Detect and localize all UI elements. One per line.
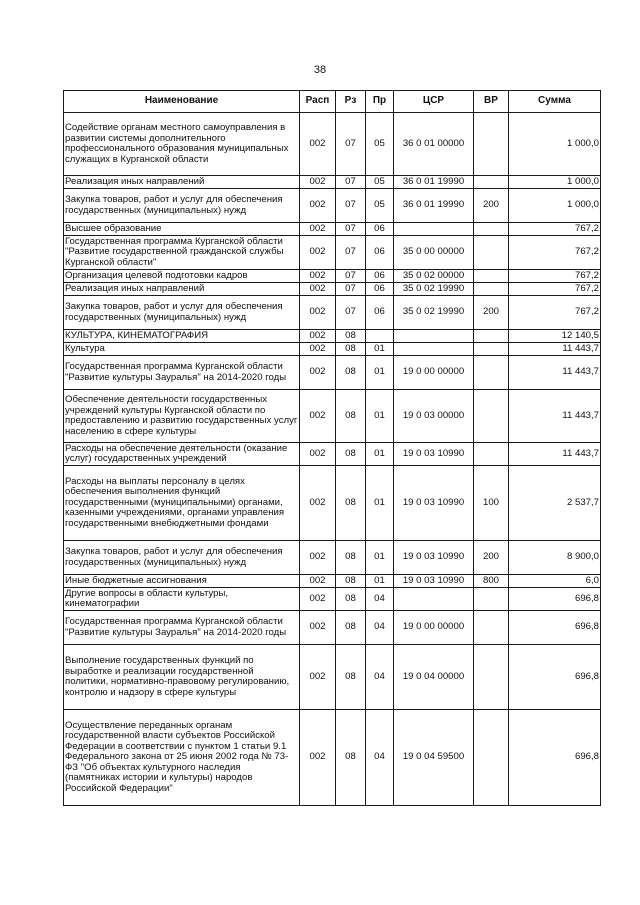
cell-rasp: 002 xyxy=(300,296,336,330)
cell-pr: 06 xyxy=(366,236,394,270)
cell-pr: 05 xyxy=(366,189,394,223)
cell-name: Государственная программа Курганской области "Развитие культуры Зауралья" на 2014-2020 годы xyxy=(64,611,300,645)
cell-rz: 08 xyxy=(336,443,366,466)
cell-vr xyxy=(474,390,509,443)
table-row xyxy=(64,611,601,645)
header-vr: ВР xyxy=(474,91,509,113)
cell-pr: 01 xyxy=(366,356,394,390)
cell-csr: 19 0 00 00000 xyxy=(394,356,474,390)
cell-rz: 08 xyxy=(336,356,366,390)
cell-vr xyxy=(474,236,509,270)
cell-vr xyxy=(474,443,509,466)
cell-csr: 19 0 03 10990 xyxy=(394,541,474,575)
cell-csr: 35 0 02 19990 xyxy=(394,283,474,296)
cell-rz: 08 xyxy=(336,645,366,710)
cell-rz: 07 xyxy=(336,223,366,236)
cell-rz: 08 xyxy=(336,575,366,588)
cell-sum: 767,2 xyxy=(509,283,601,296)
cell-pr: 01 xyxy=(366,343,394,356)
cell-csr: 19 0 03 10990 xyxy=(394,466,474,541)
cell-vr xyxy=(474,270,509,283)
cell-csr xyxy=(394,330,474,343)
cell-rasp: 002 xyxy=(300,176,336,189)
cell-sum: 696,8 xyxy=(509,588,601,611)
cell-sum: 696,8 xyxy=(509,645,601,710)
cell-rasp: 002 xyxy=(300,645,336,710)
cell-rz: 07 xyxy=(336,189,366,223)
cell-rz: 07 xyxy=(336,270,366,283)
table-row xyxy=(64,236,601,270)
header-csr: ЦСР xyxy=(394,91,474,113)
cell-rasp: 002 xyxy=(300,575,336,588)
cell-name: Иные бюджетные ассигнования xyxy=(64,575,300,588)
table-row xyxy=(64,343,601,356)
cell-name: Закупка товаров, работ и услуг для обеспечения государственных (муниципальных) нужд xyxy=(64,541,300,575)
cell-pr: 01 xyxy=(366,390,394,443)
cell-sum: 1 000,0 xyxy=(509,113,601,176)
cell-csr: 19 0 04 00000 xyxy=(394,645,474,710)
cell-rz: 08 xyxy=(336,710,366,806)
cell-csr: 19 0 04 59500 xyxy=(394,710,474,806)
cell-sum: 767,2 xyxy=(509,223,601,236)
cell-rz: 08 xyxy=(336,390,366,443)
cell-csr: 36 0 01 00000 xyxy=(394,113,474,176)
cell-rasp: 002 xyxy=(300,236,336,270)
cell-vr: 800 xyxy=(474,575,509,588)
cell-rasp: 002 xyxy=(300,223,336,236)
cell-sum: 11 443,7 xyxy=(509,343,601,356)
cell-vr xyxy=(474,223,509,236)
cell-name: Закупка товаров, работ и услуг для обеспечения государственных (муниципальных) нужд xyxy=(64,296,300,330)
table-row xyxy=(64,176,601,189)
cell-sum: 6,0 xyxy=(509,575,601,588)
cell-name: Высшее образование xyxy=(64,223,300,236)
cell-sum: 1 000,0 xyxy=(509,176,601,189)
cell-vr: 200 xyxy=(474,189,509,223)
table-row xyxy=(64,330,601,343)
cell-pr: 01 xyxy=(366,443,394,466)
table-row xyxy=(64,296,601,330)
cell-sum: 11 443,7 xyxy=(509,356,601,390)
cell-pr: 06 xyxy=(366,270,394,283)
cell-name: Государственная программа Курганской области "Развитие культуры Зауралья" на 2014-2020 годы xyxy=(64,356,300,390)
table-header-row xyxy=(64,91,601,113)
cell-rz: 08 xyxy=(336,466,366,541)
cell-name: Обеспечение деятельности государственных учреждений культуры Курганской области по предоставлению и развитию государственных услуг населению в сфере культуры xyxy=(64,390,300,443)
cell-vr: 100 xyxy=(474,466,509,541)
cell-name: Другие вопросы в области культуры, кинематографии xyxy=(64,588,300,611)
cell-vr xyxy=(474,356,509,390)
cell-vr xyxy=(474,645,509,710)
cell-pr xyxy=(366,330,394,343)
cell-vr xyxy=(474,710,509,806)
cell-name: Осуществление переданных органам государственной власти субъектов Российской Федерации в соответствии с пунктом 1 статьи 9.1 Федерального закона от 25 июня 2002 года № 73-ФЗ "Об объектах культурного наследия (памятниках истории и культуры) народов Российской Федерации" xyxy=(64,710,300,806)
cell-sum: 11 443,7 xyxy=(509,390,601,443)
cell-sum: 767,2 xyxy=(509,296,601,330)
cell-rz: 08 xyxy=(336,588,366,611)
cell-pr: 01 xyxy=(366,575,394,588)
cell-sum: 8 900,0 xyxy=(509,541,601,575)
cell-csr xyxy=(394,588,474,611)
header-sum: Сумма xyxy=(509,91,601,113)
cell-pr: 06 xyxy=(366,223,394,236)
header-pr: Пр xyxy=(366,91,394,113)
table-row xyxy=(64,356,601,390)
cell-csr: 36 0 01 19990 xyxy=(394,176,474,189)
page-number: 38 xyxy=(313,64,327,76)
cell-pr: 05 xyxy=(366,176,394,189)
cell-csr xyxy=(394,343,474,356)
cell-pr: 04 xyxy=(366,710,394,806)
cell-rasp: 002 xyxy=(300,541,336,575)
cell-name: Содействие органам местного самоуправления в развитии системы дополнительного профессионального образования муниципальных служащих в Курганской области xyxy=(64,113,300,176)
cell-csr: 19 0 03 10990 xyxy=(394,443,474,466)
cell-vr xyxy=(474,588,509,611)
header-rasp: Расп xyxy=(300,91,336,113)
cell-rz: 07 xyxy=(336,176,366,189)
cell-rasp: 002 xyxy=(300,466,336,541)
cell-csr xyxy=(394,223,474,236)
cell-pr: 01 xyxy=(366,541,394,575)
cell-name: Государственная программа Курганской области "Развитие государственной гражданской службы Курганской области" xyxy=(64,236,300,270)
cell-name: Реализация иных направлений xyxy=(64,283,300,296)
cell-vr xyxy=(474,176,509,189)
budget-table xyxy=(63,90,601,806)
cell-rz: 07 xyxy=(336,236,366,270)
cell-rasp: 002 xyxy=(300,270,336,283)
cell-csr: 35 0 00 00000 xyxy=(394,236,474,270)
table-row xyxy=(64,575,601,588)
cell-name: Организация целевой подготовки кадров xyxy=(64,270,300,283)
cell-csr: 36 0 01 19990 xyxy=(394,189,474,223)
cell-rasp: 002 xyxy=(300,113,336,176)
cell-rasp: 002 xyxy=(300,443,336,466)
table-row xyxy=(64,710,601,806)
cell-rasp: 002 xyxy=(300,356,336,390)
cell-rz: 07 xyxy=(336,296,366,330)
cell-pr: 01 xyxy=(366,466,394,541)
cell-pr: 06 xyxy=(366,283,394,296)
cell-sum: 696,8 xyxy=(509,710,601,806)
cell-rasp: 002 xyxy=(300,390,336,443)
cell-vr: 200 xyxy=(474,296,509,330)
cell-csr: 19 0 00 00000 xyxy=(394,611,474,645)
cell-rasp: 002 xyxy=(300,710,336,806)
table-row xyxy=(64,588,601,611)
header-name: Наименование xyxy=(64,91,300,113)
cell-name: Культура xyxy=(64,343,300,356)
cell-rasp: 002 xyxy=(300,283,336,296)
table-row xyxy=(64,113,601,176)
cell-rz: 08 xyxy=(336,611,366,645)
cell-pr: 04 xyxy=(366,588,394,611)
table-row xyxy=(64,270,601,283)
cell-rz: 07 xyxy=(336,283,366,296)
cell-rz: 08 xyxy=(336,330,366,343)
table-row xyxy=(64,443,601,466)
cell-csr: 19 0 03 10990 xyxy=(394,575,474,588)
table-row xyxy=(64,541,601,575)
cell-vr xyxy=(474,330,509,343)
cell-rasp: 002 xyxy=(300,611,336,645)
table-row xyxy=(64,223,601,236)
cell-rz: 08 xyxy=(336,343,366,356)
cell-vr xyxy=(474,283,509,296)
cell-rasp: 002 xyxy=(300,330,336,343)
table-row xyxy=(64,466,601,541)
cell-sum: 767,2 xyxy=(509,236,601,270)
cell-sum: 767,2 xyxy=(509,270,601,283)
table-row xyxy=(64,645,601,710)
cell-csr: 35 0 02 19990 xyxy=(394,296,474,330)
cell-sum: 11 443,7 xyxy=(509,443,601,466)
table-row xyxy=(64,283,601,296)
cell-name: Закупка товаров, работ и услуг для обеспечения государственных (муниципальных) нужд xyxy=(64,189,300,223)
cell-rz: 08 xyxy=(336,541,366,575)
cell-sum: 1 000,0 xyxy=(509,189,601,223)
cell-name: Выполнение государственных функций по выработке и реализации государственной политики, нормативно-правовому регулированию, контролю и надзору в сфере культуры xyxy=(64,645,300,710)
cell-name: Реализация иных направлений xyxy=(64,176,300,189)
cell-pr: 04 xyxy=(366,611,394,645)
cell-pr: 05 xyxy=(366,113,394,176)
cell-pr: 06 xyxy=(366,296,394,330)
cell-vr: 200 xyxy=(474,541,509,575)
cell-sum: 696,8 xyxy=(509,611,601,645)
cell-rasp: 002 xyxy=(300,343,336,356)
cell-name: Расходы на выплаты персоналу в целях обеспечения выполнения функций государственными (муниципальными) органами, казенными учреждениями, органами управления государственными внебюджетными фондами xyxy=(64,466,300,541)
cell-name: Расходы на обеспечение деятельности (оказание услуг) государственных учреждений xyxy=(64,443,300,466)
cell-pr: 04 xyxy=(366,645,394,710)
cell-csr: 35 0 02 00000 xyxy=(394,270,474,283)
table-row xyxy=(64,189,601,223)
cell-vr xyxy=(474,343,509,356)
header-rz: Рз xyxy=(336,91,366,113)
cell-vr xyxy=(474,113,509,176)
cell-name: КУЛЬТУРА, КИНЕМАТОГРАФИЯ xyxy=(64,330,300,343)
cell-sum: 12 140,5 xyxy=(509,330,601,343)
cell-rasp: 002 xyxy=(300,189,336,223)
cell-sum: 2 537,7 xyxy=(509,466,601,541)
cell-csr: 19 0 03 00000 xyxy=(394,390,474,443)
cell-rasp: 002 xyxy=(300,588,336,611)
cell-vr xyxy=(474,611,509,645)
cell-rz: 07 xyxy=(336,113,366,176)
table-row xyxy=(64,390,601,443)
